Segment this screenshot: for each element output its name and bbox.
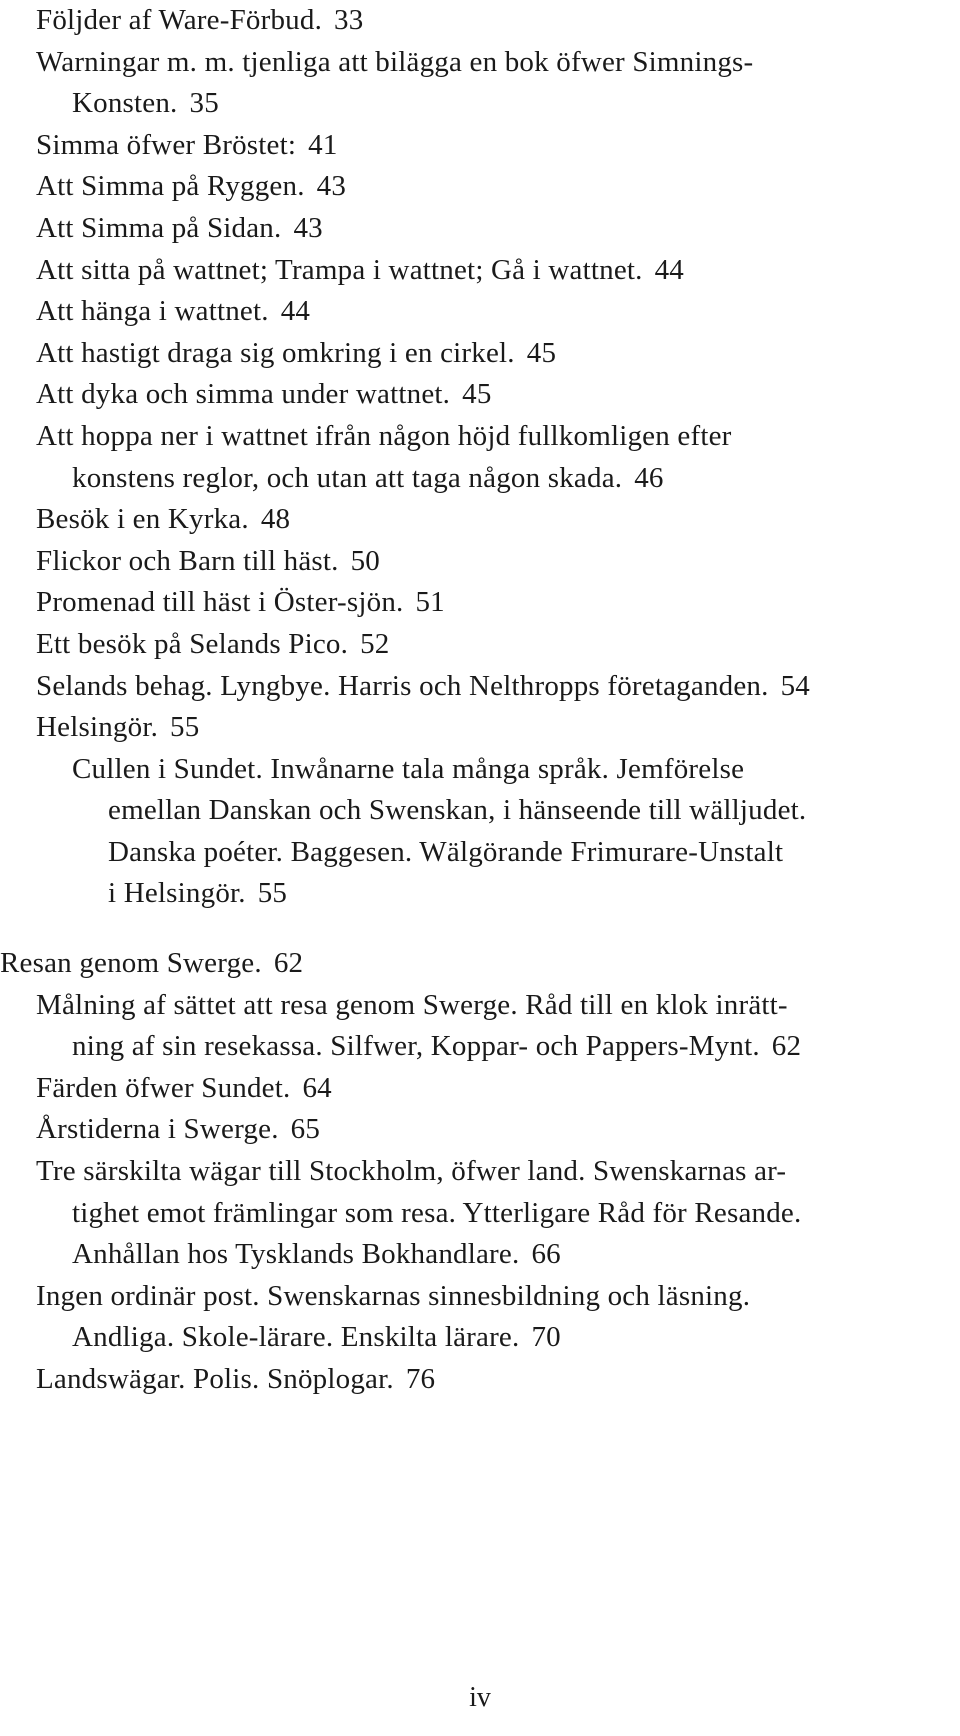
toc-entry-line (0, 1359, 960, 1401)
toc-entry-line (0, 374, 960, 416)
toc-entry (0, 582, 960, 624)
toc-entry-title: Promenad till häst i Öster-sjön. (36, 586, 404, 619)
toc-page-number: 33 (334, 4, 364, 36)
toc-entry-title: Tre särskilta wägar till Stockholm, öfwer land. Swenskarnas ar- (36, 1155, 787, 1188)
toc-page-number: 48 (260, 503, 291, 536)
toc-page-number: 70 (531, 1321, 561, 1354)
toc-entry-title: Målning af sättet att resa genom Swerge. Råd till en klok inrätt- (36, 988, 788, 1021)
toc-entry-title: ning af sin resekassa. Silfwer, Koppar- och Pappers-Mynt. (72, 1030, 760, 1063)
toc-entry-line (0, 1276, 960, 1318)
toc-entry-line (0, 985, 960, 1027)
toc-entry-title: Cullen i Sundet. Inwånarne tala många språk. Jemförelse (72, 752, 745, 785)
toc-page-number: 35 (189, 87, 219, 120)
toc-entry-title: Följder af Ware-Förbud. (36, 4, 323, 36)
toc-page-number: 41 (308, 128, 338, 161)
toc-entry (0, 499, 960, 541)
toc-entry (0, 166, 960, 208)
toc-entry (0, 624, 960, 666)
toc-entry-line (0, 1026, 960, 1068)
toc-entry-line (0, 1234, 960, 1276)
toc-entry-line (0, 125, 960, 167)
toc-entry-line (0, 832, 960, 874)
toc-entry-line (0, 1317, 960, 1359)
toc-page-number: 43 (316, 170, 347, 203)
toc-entry (0, 42, 960, 125)
toc-entry-line (0, 458, 960, 500)
toc-entry-title: Att Simma på Sidan. (36, 211, 282, 244)
toc-page-number: 64 (302, 1071, 332, 1104)
toc-entry-title: emellan Danskan och Swenskan, i hänseende till wälljudet. (108, 794, 807, 827)
toc-page-number: 43 (293, 211, 323, 244)
toc-entry-title: Att Simma på Ryggen. (36, 170, 305, 203)
toc-entry-title: Att sitta på wattnet; Trampa i wattnet; Gå i wattnet. (36, 253, 643, 286)
toc-entry-line (0, 873, 960, 915)
toc-entry-title: Ett besök på Selands Pico. (36, 627, 349, 660)
toc-entry (0, 541, 960, 583)
toc-entry-title: Att hänga i wattnet. (36, 295, 269, 328)
toc-page-number: 51 (415, 586, 445, 619)
toc-page-number: 62 (273, 947, 304, 980)
toc-entry-title: Helsingör. (36, 711, 159, 744)
toc-page-number: 45 (526, 336, 557, 369)
toc-entry-line (0, 1068, 960, 1110)
toc-entry-title: Warningar m. m. tjenliga att bilägga en bok öfwer Simnings- (36, 45, 754, 78)
toc-entry-line (0, 166, 960, 208)
toc-entry-title: Att hastigt draga sig omkring i en cirkel. (36, 336, 515, 369)
toc-entry (0, 250, 960, 292)
toc-page-number: 46 (634, 461, 664, 494)
toc-entry-line (0, 1193, 960, 1235)
toc-entry (0, 1109, 960, 1151)
toc-page-number: 62 (771, 1030, 802, 1063)
toc-entry-title: Årstiderna i Swerge. (36, 1113, 279, 1146)
toc-entry-line (0, 707, 960, 749)
toc-entry-title: Flickor och Barn till häst. (36, 544, 339, 577)
toc-page-number: 44 (280, 295, 311, 328)
toc-entry-title: Att dyka och simma under wattnet. (36, 378, 451, 411)
toc-entry-title: Att hoppa ner i wattnet ifrån någon höjd fullkomligen efter (36, 419, 732, 452)
toc-page-number: 50 (350, 544, 381, 577)
toc-page-number: 55 (170, 711, 200, 744)
toc-entry-line (0, 541, 960, 583)
toc-entry-line (0, 624, 960, 666)
page-folio: iv (469, 1682, 491, 1713)
toc-page-number: 52 (360, 627, 390, 660)
toc-entry-line (0, 416, 960, 458)
toc-entry (0, 985, 960, 1068)
toc-entry-title: Ingen ordinär post. Swenskarnas sinnesbildning och läsning. (36, 1279, 751, 1312)
toc-page-number: 55 (257, 877, 288, 910)
toc-page-number: 66 (531, 1238, 561, 1271)
toc-entry (0, 208, 960, 250)
toc-entry (0, 374, 960, 416)
toc-entry (0, 416, 960, 499)
toc-entry (0, 0, 960, 42)
toc-entry-line (0, 291, 960, 333)
toc-entry-title: i Helsingör. (108, 877, 246, 910)
toc-entry-title: tighet emot främlingar som resa. Ytterligare Råd för Resande. (72, 1196, 802, 1229)
toc-entry (0, 125, 960, 167)
toc-entry-line (0, 1109, 960, 1151)
toc-entry (0, 1151, 960, 1276)
toc-entry (0, 1359, 960, 1401)
toc-entry-line (0, 208, 960, 250)
toc-page-number: 65 (290, 1113, 321, 1146)
toc-entry-title: Andliga. Skole-lärare. Enskilta lärare. (72, 1321, 520, 1354)
toc-entry-title: Resan genom Swerge. (0, 947, 262, 980)
toc-entry (0, 1068, 960, 1110)
toc-entry-title: Konsten. (72, 87, 178, 120)
toc-entry-title: Besök i en Kyrka. (36, 503, 249, 536)
toc-entry-title: Färden öfwer Sundet. (36, 1071, 291, 1104)
toc-entry-line (0, 790, 960, 832)
toc-entry (0, 749, 960, 915)
toc-entry-line (0, 582, 960, 624)
toc-entry-line (0, 333, 960, 375)
toc-page-number: 76 (405, 1363, 436, 1395)
toc-page-number: 44 (654, 253, 685, 286)
toc-entry-line (0, 666, 960, 708)
toc-entry-line (0, 749, 960, 791)
toc-entry (0, 291, 960, 333)
toc-entry-title: Simma öfwer Bröstet: (36, 128, 297, 161)
toc-entry (0, 943, 960, 985)
toc-entry-line (0, 1151, 960, 1193)
toc-entry-line (0, 943, 960, 985)
toc-entry-line (0, 250, 960, 292)
toc-entry-title: Anhållan hos Tysklands Bokhandlare. (72, 1238, 520, 1271)
toc-page-number: 45 (462, 378, 492, 411)
toc-entry-line (0, 0, 960, 42)
toc-entry-line (0, 83, 960, 125)
toc-entry-line (0, 42, 960, 84)
toc-entry-line (0, 499, 960, 541)
toc-entry-title: konstens reglor, och utan att taga någon skada. (72, 461, 623, 494)
toc-entry-title: Landswägar. Polis. Snöplogar. (36, 1363, 394, 1395)
toc-entry (0, 666, 960, 708)
toc-entry-title: Danska poéter. Baggesen. Wälgörande Frimurare-Unstalt (108, 835, 784, 868)
toc-entry-title: Selands behag. Lyngbye. Harris och Nelthropps företaganden. (36, 669, 769, 702)
toc-entry (0, 1276, 960, 1359)
toc-entry (0, 333, 960, 375)
toc-entry (0, 707, 960, 749)
toc-page-number: 54 (780, 669, 810, 702)
